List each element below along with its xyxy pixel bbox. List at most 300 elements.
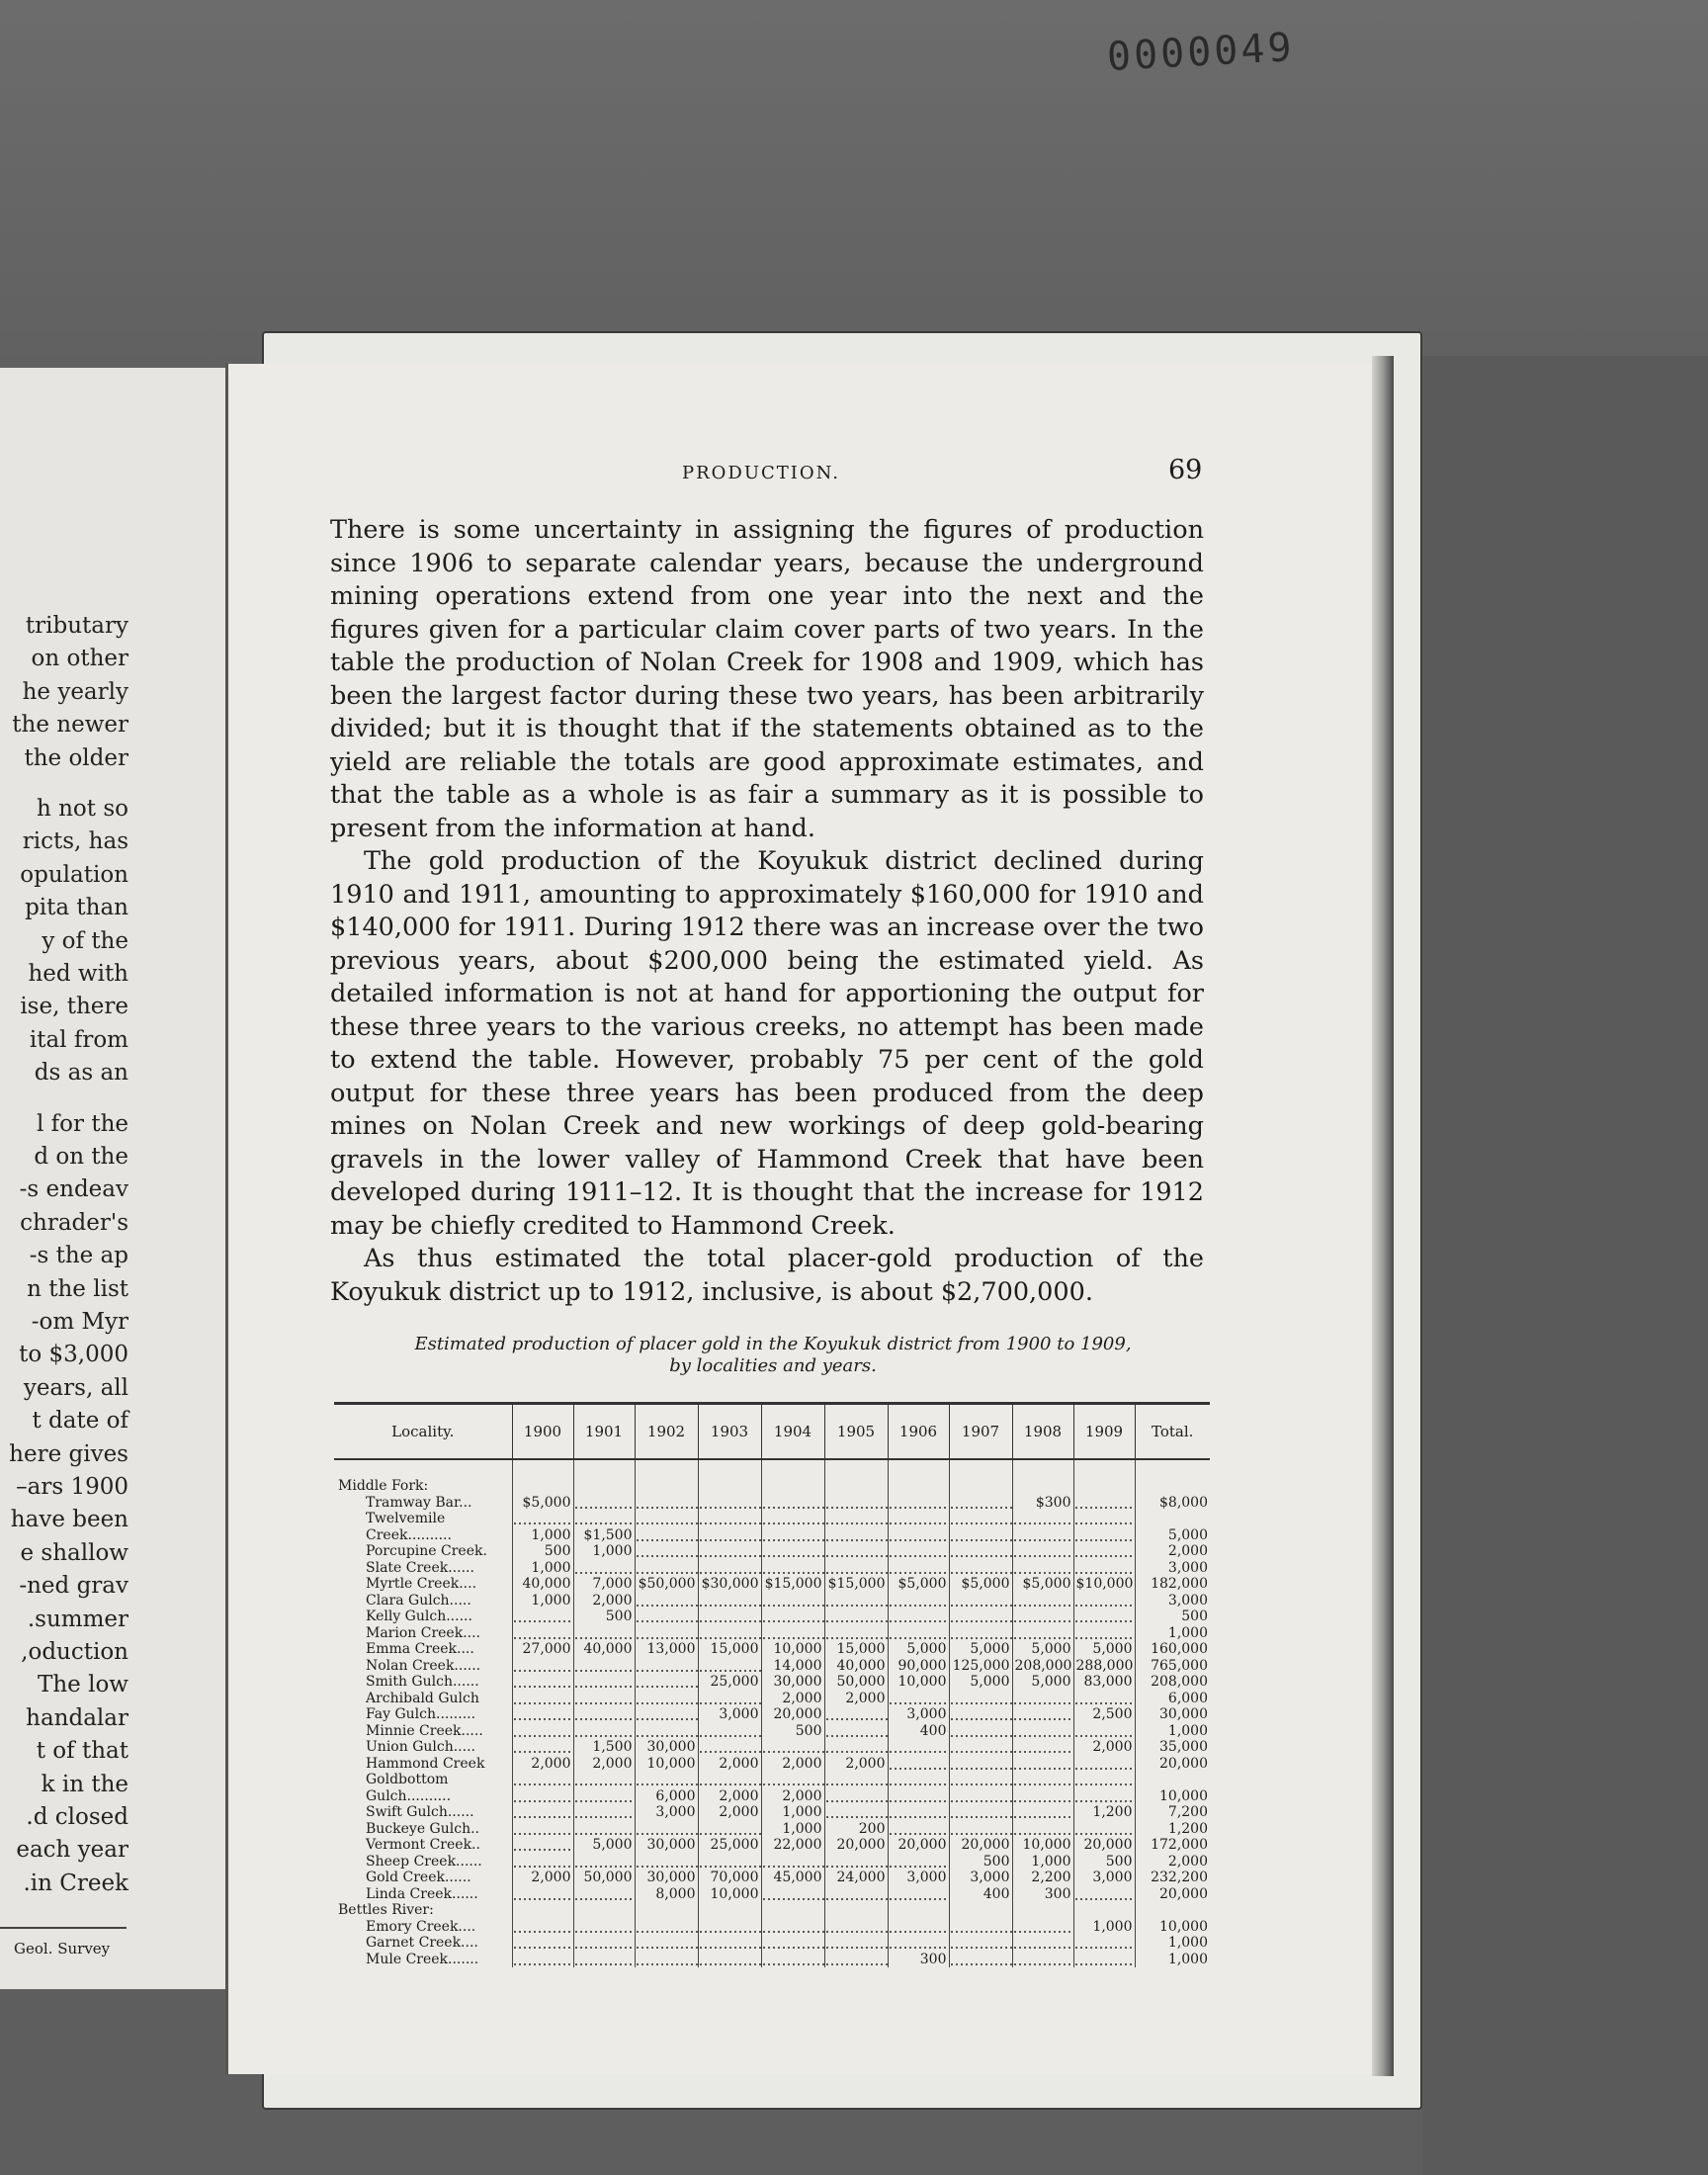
value-cell: [1012, 1706, 1073, 1723]
value-cell: 40,000: [824, 1658, 888, 1675]
value-cell: [888, 1935, 949, 1952]
column-header: Total.: [1135, 1404, 1210, 1460]
value-cell: 40,000: [512, 1576, 573, 1593]
value-cell: [888, 1902, 949, 1919]
value-cell: [949, 1788, 1012, 1805]
value-cell: [761, 1527, 824, 1544]
value-cell: 50,000: [824, 1674, 888, 1691]
total-cell: 182,000: [1135, 1576, 1210, 1593]
value-cell: [635, 1658, 698, 1675]
value-cell: 70,000: [698, 1870, 761, 1886]
value-cell: 500: [1073, 1854, 1135, 1870]
value-cell: [698, 1511, 761, 1527]
left-page-line: ars 1900–: [16, 1474, 128, 1500]
value-cell: [635, 1625, 698, 1642]
value-cell: [1012, 1511, 1073, 1527]
value-cell: [761, 1511, 824, 1527]
value-cell: [949, 1706, 1012, 1723]
value-cell: [1073, 1772, 1135, 1788]
value-cell: [949, 1593, 1012, 1610]
value-cell: [635, 1854, 698, 1870]
left-page-line: have been: [10, 1507, 128, 1533]
value-cell: 1,000: [512, 1527, 573, 1544]
value-cell: [512, 1902, 573, 1919]
locality-cell: Bettles River:: [338, 1902, 434, 1918]
value-cell: 288,000: [1073, 1658, 1135, 1675]
locality-cell: Linda Creek......: [366, 1885, 478, 1902]
value-cell: [888, 1495, 949, 1512]
total-cell: 1,000: [1135, 1952, 1210, 1968]
body-text: [330, 514, 1204, 1309]
value-cell: [1073, 1459, 1135, 1495]
value-cell: [824, 1935, 888, 1952]
column-header: 1903: [698, 1404, 761, 1460]
value-cell: [824, 1560, 888, 1577]
value-cell: [512, 1609, 573, 1625]
value-cell: 2,000: [698, 1804, 761, 1821]
value-cell: 1,000: [761, 1821, 824, 1838]
book-spine-edge: [1372, 356, 1394, 2076]
value-cell: [888, 1691, 949, 1707]
value-cell: [573, 1788, 635, 1805]
value-cell: 500: [761, 1723, 824, 1740]
value-cell: [888, 1560, 949, 1577]
locality-cell: Sheep Creek......: [366, 1853, 482, 1870]
value-cell: [635, 1459, 698, 1495]
value-cell: $10,000: [1073, 1576, 1135, 1593]
value-cell: [1073, 1691, 1135, 1707]
value-cell: [573, 1658, 635, 1675]
value-cell: [698, 1658, 761, 1675]
value-cell: $5,000: [949, 1576, 1012, 1593]
table-row: [334, 1739, 1210, 1756]
left-page-line: hed with: [28, 961, 128, 987]
value-cell: [888, 1543, 949, 1560]
value-cell: 2,500: [1073, 1706, 1135, 1723]
value-cell: [761, 1952, 824, 1968]
table-row: [334, 1723, 1210, 1740]
value-cell: [824, 1625, 888, 1642]
value-cell: [1012, 1952, 1073, 1968]
column-header: 1900: [512, 1404, 573, 1460]
value-cell: [949, 1804, 1012, 1821]
value-cell: [512, 1723, 573, 1740]
value-cell: $30,000: [698, 1576, 761, 1593]
value-cell: [512, 1788, 573, 1805]
total-cell: 7,200: [1135, 1804, 1210, 1821]
column-header: 1902: [635, 1404, 698, 1460]
left-page-line: d closed.: [26, 1804, 128, 1830]
value-cell: 300: [888, 1952, 949, 1968]
value-cell: [949, 1609, 1012, 1625]
table-row: [334, 1756, 1210, 1773]
value-cell: [1073, 1886, 1135, 1903]
locality-cell: Myrtle Creek....: [366, 1576, 477, 1592]
total-cell: 20,000: [1135, 1886, 1210, 1903]
total-cell: $8,000: [1135, 1495, 1210, 1512]
locality-cell: Marion Creek....: [366, 1624, 481, 1641]
value-cell: 2,000: [512, 1870, 573, 1886]
value-cell: [635, 1609, 698, 1625]
value-cell: [1073, 1935, 1135, 1952]
value-cell: 500: [573, 1609, 635, 1625]
value-cell: 5,000: [949, 1641, 1012, 1658]
value-cell: [888, 1886, 949, 1903]
table-row: [334, 1495, 1210, 1512]
value-cell: [573, 1886, 635, 1903]
value-cell: [1073, 1756, 1135, 1773]
value-cell: [1073, 1821, 1135, 1838]
value-cell: [635, 1560, 698, 1577]
value-cell: [573, 1902, 635, 1919]
value-cell: [1073, 1511, 1135, 1527]
table-row: [334, 1674, 1210, 1691]
archive-stamp: 0000049: [1105, 25, 1296, 80]
value-cell: [824, 1804, 888, 1821]
value-cell: 1,200: [1073, 1804, 1135, 1821]
value-cell: [635, 1706, 698, 1723]
table-row: [334, 1543, 1210, 1560]
table-row: [334, 1837, 1210, 1854]
value-cell: [1012, 1459, 1073, 1495]
value-cell: [698, 1739, 761, 1756]
locality-cell: Hammond Creek: [366, 1755, 485, 1772]
value-cell: [512, 1772, 573, 1788]
value-cell: [949, 1495, 1012, 1512]
locality-cell: Vermont Creek..: [366, 1837, 480, 1853]
value-cell: [949, 1723, 1012, 1740]
value-cell: 8,000: [635, 1886, 698, 1903]
value-cell: [1073, 1593, 1135, 1610]
page-number: 69: [1168, 455, 1203, 485]
value-cell: [949, 1691, 1012, 1707]
value-cell: [824, 1788, 888, 1805]
column-header: 1907: [949, 1404, 1012, 1460]
left-page-line: d on the: [34, 1144, 128, 1170]
left-page-line: t of that: [36, 1738, 128, 1765]
value-cell: [1073, 1952, 1135, 1968]
left-page-line: each year: [16, 1837, 128, 1864]
value-cell: [512, 1837, 573, 1854]
table-row: [334, 1821, 1210, 1838]
value-cell: [824, 1593, 888, 1610]
total-cell: 3,000: [1135, 1560, 1210, 1577]
value-cell: [1073, 1543, 1135, 1560]
value-cell: [761, 1739, 824, 1756]
value-cell: [698, 1821, 761, 1838]
left-page-line: om Myr-: [31, 1309, 128, 1335]
total-cell: 500: [1135, 1609, 1210, 1625]
value-cell: [888, 1821, 949, 1838]
value-cell: [698, 1560, 761, 1577]
paragraph: As thus estimated the total placer-gold production of the Koyukuk district up to 1912, inclusive, is about $2,700,000.: [330, 1244, 1204, 1307]
column-header: 1905: [824, 1404, 888, 1460]
value-cell: [761, 1543, 824, 1560]
value-cell: 2,000: [761, 1691, 824, 1707]
column-header-locality: Locality.: [334, 1404, 512, 1460]
value-cell: 300: [1012, 1886, 1073, 1903]
locality-cell: Nolan Creek......: [366, 1657, 481, 1674]
table-row: [334, 1511, 1210, 1527]
value-cell: 25,000: [698, 1674, 761, 1691]
locality-cell: Clara Gulch.....: [366, 1592, 471, 1609]
value-cell: [512, 1739, 573, 1756]
locality-cell: Mule Creek.......: [366, 1951, 479, 1967]
table-row: [334, 1576, 1210, 1593]
value-cell: 20,000: [1073, 1837, 1135, 1854]
value-cell: [888, 1625, 949, 1642]
left-page-footer: Geol. Survey: [14, 1940, 111, 1958]
value-cell: [512, 1459, 573, 1495]
value-cell: [1073, 1625, 1135, 1642]
value-cell: 5,000: [1012, 1641, 1073, 1658]
left-page-line: tributary: [25, 613, 128, 639]
value-cell: 208,000: [1012, 1658, 1073, 1675]
value-cell: [824, 1886, 888, 1903]
value-cell: [824, 1511, 888, 1527]
value-cell: 3,000: [888, 1706, 949, 1723]
paragraph: The gold production of the Koyukuk district declined during 1910 and 1911, amounting to approximately $160,000 for 1910 and $140,000 for 1911. During 1912 there was an increase over the two previous years, about $200,000 being the estimated yield. As detailed information is not at hand for apportioning the output for these three years to the various creeks, no attempt has been made to extend the table. However, probably 75 per cent of the gold output for these three years has been produced from the deep mines on Nolan Creek and new workings of deep gold-bearing gravels in the lower valley of Hammond Creek that have been developed during 1911–12. It is thought that the increase for 1912 may be chiefly credited to Hammond Creek.: [330, 846, 1204, 1241]
left-page-line: y of the: [42, 927, 128, 954]
total-cell: 765,000: [1135, 1658, 1210, 1675]
value-cell: [824, 1854, 888, 1870]
value-cell: [512, 1706, 573, 1723]
value-cell: [635, 1691, 698, 1707]
value-cell: [698, 1854, 761, 1870]
table-row: [334, 1609, 1210, 1625]
value-cell: 1,000: [1012, 1854, 1073, 1870]
locality-cell: Gulch..........: [366, 1787, 452, 1804]
value-cell: 20,000: [824, 1837, 888, 1854]
value-cell: 2,000: [1073, 1739, 1135, 1756]
value-cell: [949, 1543, 1012, 1560]
value-cell: [949, 1527, 1012, 1544]
value-cell: [761, 1854, 824, 1870]
value-cell: [573, 1674, 635, 1691]
left-page-line: in Creek.: [23, 1870, 128, 1896]
value-cell: 3,000: [1073, 1870, 1135, 1886]
value-cell: [761, 1560, 824, 1577]
value-cell: [949, 1935, 1012, 1952]
value-cell: [512, 1691, 573, 1707]
running-head: PRODUCTION.: [682, 463, 840, 483]
value-cell: 24,000: [824, 1870, 888, 1886]
column-header: 1901: [573, 1404, 635, 1460]
value-cell: $5,000: [512, 1495, 573, 1512]
total-cell: 2,000: [1135, 1543, 1210, 1560]
value-cell: [1012, 1625, 1073, 1642]
value-cell: [698, 1772, 761, 1788]
value-cell: [573, 1459, 635, 1495]
value-cell: [512, 1804, 573, 1821]
value-cell: [635, 1919, 698, 1936]
table-row: [334, 1886, 1210, 1903]
value-cell: [1012, 1935, 1073, 1952]
left-page-line: h not so: [37, 796, 128, 822]
value-cell: [1012, 1804, 1073, 1821]
value-cell: 3,000: [698, 1706, 761, 1723]
locality-cell: Goldbottom: [366, 1772, 449, 1787]
value-cell: [698, 1919, 761, 1936]
value-cell: [698, 1902, 761, 1919]
value-cell: [888, 1919, 949, 1936]
value-cell: [573, 1706, 635, 1723]
value-cell: [635, 1902, 698, 1919]
locality-cell: Garnet Creek....: [366, 1935, 478, 1951]
value-cell: [512, 1511, 573, 1527]
total-cell: 30,000: [1135, 1706, 1210, 1723]
value-cell: 10,000: [698, 1886, 761, 1903]
table-row: [334, 1919, 1210, 1936]
total-cell: 172,000: [1135, 1837, 1210, 1854]
value-cell: 125,000: [949, 1658, 1012, 1675]
value-cell: [635, 1495, 698, 1512]
total-cell: 2,000: [1135, 1854, 1210, 1870]
total-cell: 1,000: [1135, 1723, 1210, 1740]
value-cell: 5,000: [1073, 1641, 1135, 1658]
total-cell: 1,000: [1135, 1625, 1210, 1642]
total-cell: [1135, 1902, 1210, 1919]
locality-cell: Emory Creek....: [366, 1918, 476, 1935]
value-cell: 3,000: [888, 1870, 949, 1886]
value-cell: [698, 1527, 761, 1544]
value-cell: [573, 1691, 635, 1707]
value-cell: [888, 1459, 949, 1495]
paragraph: There is some uncertainty in assigning the figures of production since 1906 to separate calendar years, because the underground mining operations extend from one year into the next and the figures given for a particular claim cover parts of two years. In the table the production of Nolan Creek for 1908 and 1909, which has been the largest factor during these two years, has been arbitrarily divided; but it is thought that if the statements obtained as to the yield are reliable the totals are good approximate estimates, and that the table as a whole is as fair a summary as it is possible to present from the information at hand.: [330, 515, 1204, 843]
value-cell: 1,000: [573, 1543, 635, 1560]
left-page-line: summer.: [27, 1606, 128, 1632]
value-cell: 6,000: [635, 1788, 698, 1805]
locality-cell: Slate Creek......: [366, 1559, 474, 1576]
value-cell: 20,000: [949, 1837, 1012, 1854]
value-cell: [698, 1459, 761, 1495]
value-cell: [761, 1919, 824, 1936]
value-cell: 2,000: [824, 1756, 888, 1773]
value-cell: 2,000: [761, 1788, 824, 1805]
value-cell: [698, 1543, 761, 1560]
value-cell: [824, 1459, 888, 1495]
value-cell: [1012, 1723, 1073, 1740]
left-page-footer-rule: [0, 1927, 127, 1929]
locality-cell: Middle Fork:: [338, 1478, 429, 1494]
value-cell: [573, 1772, 635, 1788]
value-cell: [635, 1527, 698, 1544]
value-cell: 15,000: [824, 1641, 888, 1658]
value-cell: 90,000: [888, 1658, 949, 1675]
value-cell: [1012, 1527, 1073, 1544]
value-cell: [888, 1739, 949, 1756]
table-row: [334, 1459, 1210, 1495]
value-cell: [1012, 1560, 1073, 1577]
value-cell: [824, 1543, 888, 1560]
value-cell: [698, 1593, 761, 1610]
value-cell: 83,000: [1073, 1674, 1135, 1691]
value-cell: [949, 1952, 1012, 1968]
left-page-line: $3,000 to: [19, 1342, 128, 1368]
total-cell: 20,000: [1135, 1756, 1210, 1773]
total-cell: 10,000: [1135, 1788, 1210, 1805]
table-row: [334, 1952, 1210, 1968]
left-page-line: ricts, has: [22, 828, 128, 855]
value-cell: [949, 1821, 1012, 1838]
value-cell: [512, 1658, 573, 1675]
value-cell: [824, 1952, 888, 1968]
table-row: [334, 1902, 1210, 1919]
value-cell: [698, 1625, 761, 1642]
value-cell: 14,000: [761, 1658, 824, 1675]
value-cell: 2,000: [573, 1593, 635, 1610]
value-cell: [573, 1723, 635, 1740]
value-cell: [949, 1902, 1012, 1919]
locality-cell: Gold Creek......: [366, 1870, 471, 1885]
value-cell: $5,000: [1012, 1576, 1073, 1593]
value-cell: 400: [888, 1723, 949, 1740]
value-cell: [512, 1854, 573, 1870]
total-cell: 1,000: [1135, 1935, 1210, 1952]
value-cell: [949, 1511, 1012, 1527]
value-cell: 40,000: [573, 1641, 635, 1658]
value-cell: [888, 1804, 949, 1821]
value-cell: 10,000: [635, 1756, 698, 1773]
table-caption-line: by localities and years.: [669, 1355, 877, 1376]
table-row: [334, 1593, 1210, 1610]
value-cell: [824, 1495, 888, 1512]
locality-cell: Porcupine Creek.: [366, 1543, 487, 1559]
value-cell: [949, 1919, 1012, 1936]
value-cell: 27,000: [512, 1641, 573, 1658]
value-cell: [949, 1756, 1012, 1773]
locality-cell: Tramway Bar...: [366, 1494, 472, 1511]
column-header: 1906: [888, 1404, 949, 1460]
left-page-line: here gives: [9, 1440, 128, 1467]
left-page-line: The low: [38, 1672, 128, 1698]
value-cell: [1012, 1543, 1073, 1560]
value-cell: [698, 1495, 761, 1512]
value-cell: [1073, 1788, 1135, 1805]
total-cell: 6,000: [1135, 1691, 1210, 1707]
value-cell: [888, 1511, 949, 1527]
value-cell: [1012, 1902, 1073, 1919]
value-cell: 7,000: [573, 1576, 635, 1593]
table-caption-line: Estimated production of placer gold in the Koyukuk district from 1900 to 1909,: [414, 1334, 1132, 1354]
total-cell: 3,000: [1135, 1593, 1210, 1610]
value-cell: 5,000: [888, 1641, 949, 1658]
left-page-line: pita than: [25, 895, 128, 921]
value-cell: 30,000: [761, 1674, 824, 1691]
locality-cell: Smith Gulch......: [366, 1674, 479, 1690]
value-cell: 10,000: [1012, 1837, 1073, 1854]
value-cell: [573, 1495, 635, 1512]
locality-cell: Creek..........: [366, 1526, 452, 1543]
value-cell: [635, 1674, 698, 1691]
value-cell: [635, 1772, 698, 1788]
left-page-line: oduction,: [21, 1639, 128, 1665]
value-cell: [573, 1854, 635, 1870]
value-cell: $50,000: [635, 1576, 698, 1593]
value-cell: [512, 1935, 573, 1952]
left-page-line: opulation: [20, 861, 128, 888]
value-cell: [1073, 1609, 1135, 1625]
value-cell: 500: [512, 1543, 573, 1560]
left-page-line: the newer: [12, 712, 128, 739]
locality-cell: Buckeye Gulch..: [366, 1820, 479, 1837]
value-cell: $15,000: [824, 1576, 888, 1593]
value-cell: 2,000: [573, 1756, 635, 1773]
value-cell: 1,000: [761, 1804, 824, 1821]
value-cell: [573, 1952, 635, 1968]
total-cell: [1135, 1459, 1210, 1495]
value-cell: 10,000: [888, 1674, 949, 1691]
